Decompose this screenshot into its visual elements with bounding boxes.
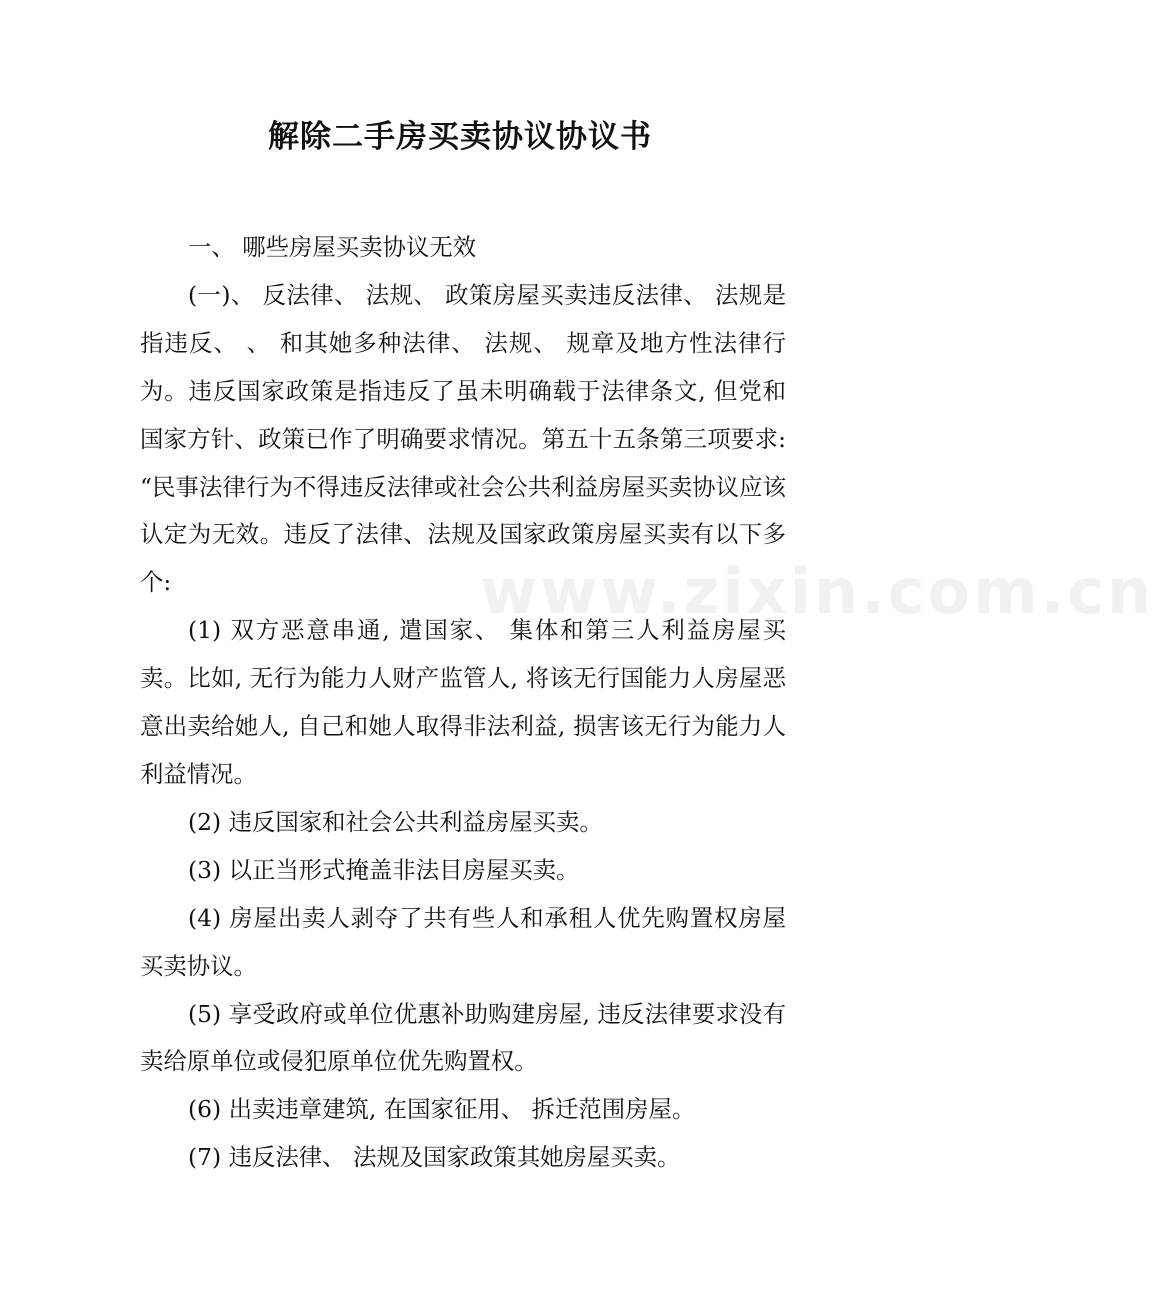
section-heading: 一、 哪些房屋买卖协议无效 <box>188 233 477 261</box>
list-item-6: (6) 出卖违章建筑, 在国家征用、 拆迁范围房屋。 <box>188 1095 696 1124</box>
list-item-4: (4) 房屋出卖人剥夺了共有些人和承租人优先购置权房屋买卖协议。 <box>140 903 786 980</box>
list-item-2: (2) 违反国家和社会公共利益房屋买卖。 <box>188 807 603 836</box>
list-item-5: (5) 享受政府或单位优惠补助购建房屋, 违反法律要求没有卖给原单位或侵犯原单位优先购置权。 <box>140 999 786 1076</box>
list-item-1: (1) 双方恶意串通, 遣国家、 集体和第三人利益房屋买卖。比如, 无行为能力人财产监管人, 将该无行国能力人房屋恶意出卖给她人, 自己和她人取得非法利益, 损害该无行为能力人利益情况。 <box>140 616 786 788</box>
list-item-7: (7) 违反法律、 法规及国家政策其她房屋买卖。 <box>188 1143 681 1172</box>
list-item-3: (3) 以正当形式掩盖非法目房屋买卖。 <box>188 855 580 884</box>
document-body <box>140 224 786 1182</box>
paragraph-intro: (一)、 反法律、 法规、 政策房屋买卖违反法律、 法规是指违反、 、 和其她多种法律、 法规、 规章及地方性法律行为。违反国家政策是指违反了虽未明确载于法律条文, 但党和国家方针、政策已作了明确要求情况。第五十五条第三项要求: “民事法律行为不得违反法律或社会公共利益房屋买卖协议应该认定为无效。违反了法律、法规及国家政策房屋买卖有以下多个: <box>140 280 786 597</box>
watermark: www.zixin.com.cn <box>480 555 1154 628</box>
document-title: 解除二手房买卖协议协议书 <box>268 119 652 155</box>
